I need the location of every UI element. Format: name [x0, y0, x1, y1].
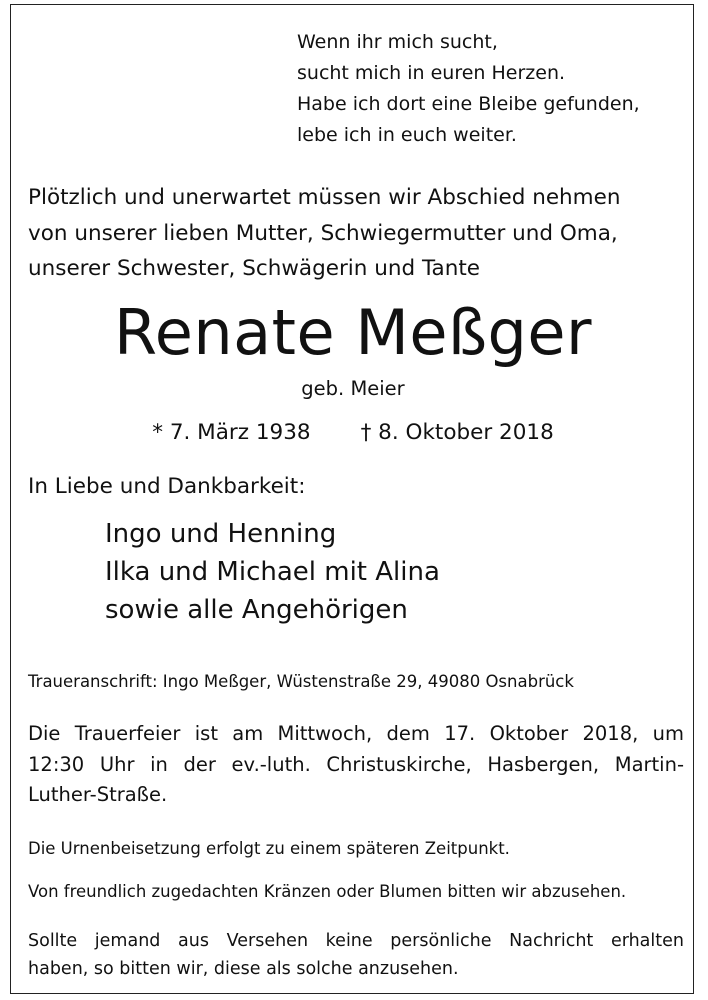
poem-line: Wenn ihr mich sucht,	[297, 31, 498, 53]
flowers-note: Von freundlich zugedachten Kränzen oder Blumen bitten wir abzusehen.	[28, 882, 627, 901]
life-dates	[11, 417, 695, 449]
ceremony-line: 12:30 Uhr in der ev.-luth. Christuskirche, Hasbergen, Martin-	[28, 752, 684, 776]
poem-line: Habe ich dort eine Bleibe gefunden,	[297, 93, 640, 115]
obituary-frame	[10, 4, 694, 994]
mourner-line: Ilka und Michael mit Alina	[105, 557, 440, 587]
mourners-heading: In Liebe und Dankbarkeit:	[28, 474, 306, 499]
announcement-intro	[28, 180, 620, 287]
mourning-address: Traueranschrift: Ingo Meßger, Wüstenstraße 29, 49080 Osnabrück	[28, 672, 574, 691]
urn-burial-info: Die Urnenbeisetzung erfolgt zu einem späteren Zeitpunkt.	[28, 839, 510, 858]
birth-name: geb. Meier	[301, 377, 405, 400]
poem-line: lebe ich in euch weiter.	[297, 124, 517, 146]
closing-line: haben, so bitten wir, diese als solche anzusehen.	[28, 959, 459, 979]
mourner-line: sowie alle Angehörigen	[105, 595, 408, 625]
intro-line: unserer Schwester, Schwägerin und Tante	[28, 256, 480, 281]
deceased-name: Renate Meßger	[113, 296, 593, 369]
poem-line: sucht mich in euren Herzen.	[297, 62, 566, 84]
death-date: † 8. Oktober 2018	[360, 420, 554, 445]
poem	[297, 27, 640, 151]
mourner-line: Ingo und Henning	[105, 519, 337, 549]
intro-line: von unserer lieben Mutter, Schwiegermutter und Oma,	[28, 220, 618, 246]
closing-line: Sollte jemand aus Versehen keine persönliche Nachricht erhalten	[28, 931, 684, 951]
ceremony-line: Luther-Straße.	[28, 783, 168, 806]
intro-line: Plötzlich und unerwartet müssen wir Abschied nehmen	[28, 185, 621, 210]
closing-note	[28, 927, 684, 983]
funeral-ceremony-info	[28, 719, 684, 811]
mourners-list	[105, 515, 440, 629]
ceremony-line: Die Trauerfeier ist am Mittwoch, dem 17. Oktober 2018, um	[28, 722, 684, 745]
birth-date: * 7. März 1938	[152, 420, 311, 445]
